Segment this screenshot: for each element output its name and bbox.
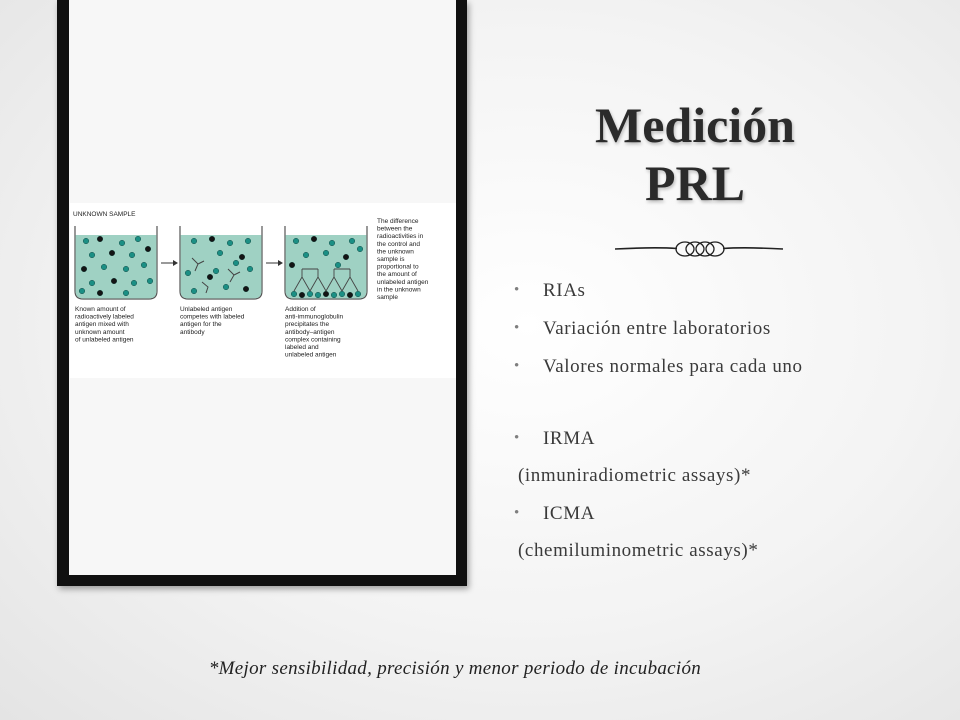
bullet-dot-icon: • xyxy=(514,282,520,298)
labeled-antigen-dot xyxy=(233,260,239,266)
labeled-antigen-dot xyxy=(307,291,313,297)
caption-line: Unlabeled antigen xyxy=(180,306,233,313)
bullet-dot-icon: • xyxy=(514,320,520,336)
unlabeled-antigen-dot xyxy=(111,278,117,284)
scroll-ornament xyxy=(615,236,785,262)
labeled-antigen-dot xyxy=(247,266,253,272)
caption-line: Addition of xyxy=(285,306,316,313)
labeled-antigen-dot xyxy=(191,238,197,244)
unlabeled-antigen-dot xyxy=(145,246,151,252)
labeled-antigen-dot xyxy=(323,250,329,256)
bullet-text: Variación entre laboratorios xyxy=(543,318,771,339)
labeled-antigen-dot xyxy=(217,250,223,256)
ria-diagram xyxy=(70,203,456,378)
unlabeled-antigen-dot xyxy=(239,254,245,260)
unlabeled-antigen-dot xyxy=(243,286,249,292)
labeled-antigen-dot xyxy=(101,264,107,270)
labeled-antigen-dot xyxy=(123,290,129,296)
caption-line: sample xyxy=(377,294,398,301)
labeled-antigen-dot xyxy=(291,291,297,297)
arrow-1 xyxy=(161,260,178,266)
labeled-antigen-dot xyxy=(213,268,219,274)
caption-line: The difference xyxy=(377,218,419,225)
labeled-antigen-dot xyxy=(335,262,341,268)
labeled-antigen-dot xyxy=(131,280,137,286)
labeled-antigen-dot xyxy=(349,238,355,244)
caption-line: antibody–antigen xyxy=(285,328,335,336)
labeled-antigen-dot xyxy=(83,238,89,244)
caption-line: radioactively labeled xyxy=(75,313,134,321)
image-panel xyxy=(69,0,456,575)
footnote-text: *Mejor sensibilidad, precisión y menor periodo de incubación xyxy=(208,658,702,679)
bullet-text: RIAs xyxy=(543,280,586,301)
labeled-antigen-dot xyxy=(185,270,191,276)
labeled-antigen-dot xyxy=(339,291,345,297)
bullet-subtext: (inmuniradiometric assays)* xyxy=(518,465,752,486)
result-text xyxy=(377,218,429,301)
bullet-subtext: (chemiluminometric assays)* xyxy=(518,540,759,561)
caption-line: precipitates the xyxy=(285,321,330,329)
caption-line: the unknown xyxy=(377,248,414,256)
unlabeled-antigen-dot xyxy=(207,274,213,280)
ria-diagram-svg xyxy=(70,203,456,378)
caption-line: anti-immunoglobulin xyxy=(285,313,344,321)
unlabeled-antigen-dot xyxy=(299,292,305,298)
figure-heading: UNKNOWN SAMPLE xyxy=(73,211,136,218)
unlabeled-antigen-dot xyxy=(347,292,353,298)
unlabeled-antigen-dot xyxy=(289,262,295,268)
labeled-antigen-dot xyxy=(355,291,361,297)
labeled-antigen-dot xyxy=(147,278,153,284)
image-frame xyxy=(57,0,467,586)
bullet-dot-icon: • xyxy=(514,505,520,521)
bullet-text: ICMA xyxy=(543,503,596,524)
unlabeled-antigen-dot xyxy=(343,254,349,260)
unlabeled-antigen-dot xyxy=(81,266,87,272)
caption-line: unlabeled antigen xyxy=(377,278,429,286)
caption-line: unlabeled antigen xyxy=(285,351,337,359)
caption-line: proportional to xyxy=(377,263,419,271)
unlabeled-antigen-dot xyxy=(97,290,103,296)
unlabeled-antigen-dot xyxy=(109,250,115,256)
unlabeled-antigen-dot xyxy=(209,236,215,242)
slide-title xyxy=(560,96,830,212)
caption-1 xyxy=(75,306,134,343)
labeled-antigen-dot xyxy=(119,240,125,246)
bullet-dot-icon: • xyxy=(514,358,520,374)
beaker-1 xyxy=(75,226,157,299)
arrow-2 xyxy=(266,260,283,266)
labeled-antigen-dot xyxy=(293,238,299,244)
labeled-antigen-dot xyxy=(89,252,95,258)
bullet-dot-icon: • xyxy=(514,430,520,446)
caption-line: the control and xyxy=(377,240,421,248)
labeled-antigen-dot xyxy=(303,252,309,258)
title-line-1: Medición xyxy=(595,97,795,153)
caption-line: Known amount of xyxy=(75,306,126,313)
labeled-antigen-dot xyxy=(191,288,197,294)
caption-line: complex containing xyxy=(285,336,341,344)
bullet-text: Valores normales para cada uno xyxy=(543,356,803,377)
caption-line: antigen mixed with xyxy=(75,321,129,329)
labeled-antigen-dot xyxy=(223,284,229,290)
labeled-antigen-dot xyxy=(329,240,335,246)
unlabeled-antigen-dot xyxy=(323,291,329,297)
caption-line: between the xyxy=(377,225,413,233)
caption-line: the amount of xyxy=(377,271,417,279)
bullet-text: IRMA xyxy=(543,428,596,449)
beaker-3 xyxy=(285,226,367,299)
labeled-antigen-dot xyxy=(89,280,95,286)
unlabeled-antigen-dot xyxy=(311,236,317,242)
caption-line: labeled and xyxy=(285,344,319,351)
labeled-antigen-dot xyxy=(123,266,129,272)
unlabeled-antigen-dot xyxy=(97,236,103,242)
caption-line: in the unknown xyxy=(377,286,421,294)
labeled-antigen-dot xyxy=(141,262,147,268)
labeled-antigen-dot xyxy=(129,252,135,258)
labeled-antigen-dot xyxy=(245,238,251,244)
labeled-antigen-dot xyxy=(227,240,233,246)
labeled-antigen-dot xyxy=(315,292,321,298)
labeled-antigen-dot xyxy=(331,292,337,298)
caption-line: radioactivities in xyxy=(377,233,424,241)
caption-line: unknown amount xyxy=(75,328,125,336)
caption-3 xyxy=(285,306,344,359)
labeled-antigen-dot xyxy=(135,236,141,242)
beaker-2 xyxy=(180,226,262,299)
title-line-2: PRL xyxy=(645,155,745,211)
caption-line: antigen for the xyxy=(180,321,222,329)
caption-2 xyxy=(180,306,245,336)
caption-line: of unlabeled antigen xyxy=(75,336,134,344)
caption-line: sample is xyxy=(377,256,405,263)
footnote xyxy=(0,658,960,680)
caption-line: competes with labeled xyxy=(180,313,245,321)
labeled-antigen-dot xyxy=(79,288,85,294)
labeled-antigen-dot xyxy=(357,246,363,252)
caption-line: antibody xyxy=(180,328,205,336)
